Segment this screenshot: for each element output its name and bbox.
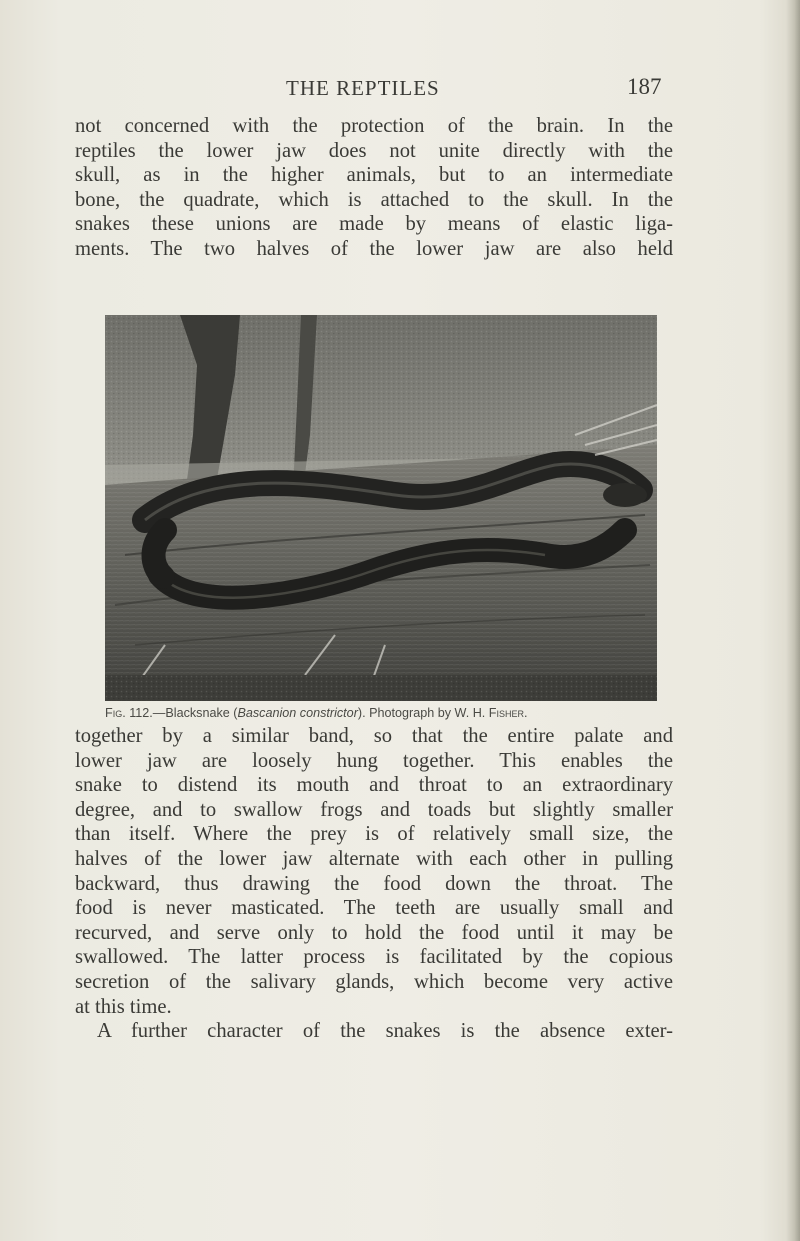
text-line: snake to distend its mouth and throat to an extraordinary bbox=[75, 774, 673, 797]
paragraph-bottom bbox=[75, 724, 673, 1044]
text-line: recurved, and serve only to hold the food until it may be bbox=[75, 921, 673, 944]
page-number: 187 bbox=[627, 74, 662, 99]
text-line: lower jaw are loosely hung together. This enables the bbox=[75, 749, 673, 772]
text-line: secretion of the salivary glands, which become very active bbox=[75, 970, 673, 993]
text-line: bone, the quadrate, which is attached to the skull. In the bbox=[75, 188, 673, 211]
page-edge-shadow bbox=[786, 0, 800, 1241]
caption-photographer: Fisher bbox=[488, 706, 524, 720]
text-line: together by a similar band, so that the entire palate and bbox=[75, 725, 673, 747]
text-line: snakes these unions are made by means of elastic liga- bbox=[75, 213, 673, 236]
paragraph-top bbox=[75, 114, 673, 262]
figure-caption bbox=[105, 706, 665, 720]
blacksnake-photograph bbox=[105, 315, 657, 701]
caption-credit: ). Photograph by W. H. bbox=[357, 706, 489, 720]
text-line: A further character of the snakes is the absence exter- bbox=[97, 1020, 673, 1043]
running-title: THE REPTILES bbox=[286, 76, 440, 100]
caption-scientific-name: Bascanion constrictor bbox=[237, 706, 358, 720]
text-line: ments. The two halves of the lower jaw are also held bbox=[75, 237, 673, 260]
text-line: reptiles the lower jaw does not unite directly with the bbox=[75, 139, 673, 162]
running-header bbox=[0, 76, 800, 106]
caption-figure-label: Fig. 112. bbox=[105, 706, 153, 720]
text-line: swallowed. The latter process is facilitated by the copious bbox=[75, 946, 673, 969]
text-line: halves of the lower jaw alternate with each other in pulling bbox=[75, 847, 673, 870]
caption-common-name: —Blacksnake ( bbox=[152, 706, 238, 720]
text-line: skull, as in the higher animals, but to an intermediate bbox=[75, 164, 673, 187]
text-line: food is never masticated. The teeth are usually small and bbox=[75, 897, 673, 920]
text-line: than itself. Where the prey is of relatively small size, the bbox=[75, 823, 673, 846]
text-line: not concerned with the protection of the brain. In the bbox=[75, 115, 673, 137]
text-line: at this time. bbox=[75, 995, 172, 1018]
caption-end: . bbox=[524, 706, 528, 720]
text-line: degree, and to swallow frogs and toads but slightly smaller bbox=[75, 798, 673, 821]
text-line: backward, thus drawing the food down the throat. The bbox=[75, 872, 673, 895]
